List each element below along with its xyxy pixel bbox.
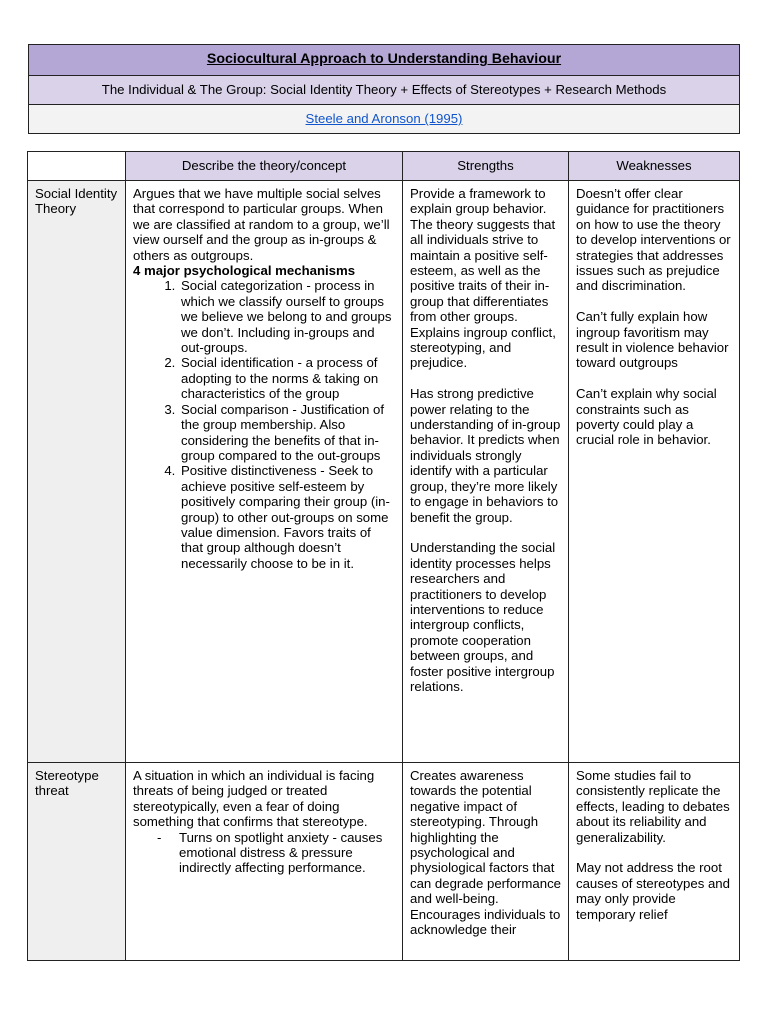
weaknesses-cell xyxy=(569,763,740,961)
header-box xyxy=(28,44,740,134)
strength-paragraph: Understanding the social identity processes helps researchers and practitioners to develop interventions to reduce intergroup conflicts, promote cooperation between groups, and foster positive intergroup relations. xyxy=(410,540,556,694)
weakness-paragraph: May not address the root causes of stereotypes and may only provide temporary relief xyxy=(576,860,730,922)
describe-heading: 4 major psychological mechanisms xyxy=(133,263,356,279)
list-item: 2. Social identification - a process of adopting to the norms & taking on characteristics of the group xyxy=(179,355,396,401)
table-row-social-identity-theory xyxy=(28,181,740,763)
dash-list xyxy=(133,830,396,876)
column-header-describe: Describe the theory/concept xyxy=(126,152,403,181)
column-header-strengths: Strengths xyxy=(403,152,569,181)
row-label: Stereotype threat xyxy=(28,763,126,961)
list-item: 3. Social comparison - Justification of the group membership. Also considering the benefits of that in-group compared to the out-groups xyxy=(179,402,396,464)
reference-row xyxy=(29,105,739,133)
row-label: Social Identity Theory xyxy=(28,181,126,763)
mechanism-list xyxy=(133,278,396,571)
concept-table xyxy=(27,151,740,961)
document-subtitle: The Individual & The Group: Social Identity Theory + Effects of Stereotypes + Research Methods xyxy=(29,76,739,105)
weakness-paragraph: Can’t fully explain how ingroup favoritism may result in violence behavior toward outgroups xyxy=(576,309,729,371)
list-item xyxy=(157,829,396,876)
column-header-weaknesses: Weaknesses xyxy=(569,152,740,181)
strength-paragraph: Has strong predictive power relating to the understanding of in-group behavior. It predicts when individuals strongly identify with a particular group, they’re more likely to engage in behaviors to benefit the group. xyxy=(410,386,561,525)
describe-cell xyxy=(126,763,403,961)
describe-intro: Argues that we have multiple social selves that correspond to particular groups. When we are classified at random to a group, we’ll view ourself and the group as in-groups & others as outgroups. xyxy=(133,186,390,263)
strengths-cell xyxy=(403,181,569,763)
document-title: Sociocultural Approach to Understanding Behaviour xyxy=(29,45,739,76)
reference-link[interactable]: Steele and Aronson (1995) xyxy=(305,111,463,127)
dash-marker: - xyxy=(157,829,162,845)
describe-intro: A situation in which an individual is facing threats of being judged or treated stereotypically, even a fear of doing something that confirms that stereotype. xyxy=(133,768,375,830)
strengths-cell xyxy=(403,763,569,961)
table-row-stereotype-threat xyxy=(28,763,740,961)
strength-paragraph: Creates awareness towards the potential negative impact of stereotyping. Through highlighting the psychological and physiological factors that can degrade performance and well-being. xyxy=(410,768,562,907)
list-item: 1. Social categorization - process in which we classify ourself to groups we believe we belong to and groups we don’t. Including in-groups and out-groups. xyxy=(179,278,396,355)
weakness-paragraph: Can’t explain why social constraints such as poverty could play a crucial role in behavior. xyxy=(576,386,717,448)
weakness-paragraph: Doesn’t offer clear guidance for practitioners on how to use the theory to develop interventions or strategies that addresses issues such as prejudice and discrimination. xyxy=(576,186,731,294)
strength-paragraph: Provide a framework to explain group behavior. The theory suggests that all individuals strive to maintain a positive self-esteem, as well as the positive traits of their in-group that differentiates from other groups. Explains ingroup conflict, stereotyping, and prejudice. xyxy=(410,186,556,371)
corner-cell xyxy=(28,152,126,181)
list-item: 4. Positive distinctiveness - Seek to achieve positive self-esteem by positively comparing their group (in-group) to other out-groups on some value dimension. Favors traits of that group although doesn’t necessarily choose to be in it. xyxy=(179,463,396,571)
weakness-paragraph: Some studies fail to consistently replicate the effects, leading to debates about its reliability and generalizability. xyxy=(576,768,730,845)
list-item-text: Turns on spotlight anxiety - causes emotional distress & pressure indirectly affecting performance. xyxy=(179,829,383,876)
describe-cell xyxy=(126,181,403,763)
table-header-row xyxy=(28,152,740,181)
strength-paragraph: Encourages individuals to acknowledge their xyxy=(410,906,561,938)
weaknesses-cell xyxy=(569,181,740,763)
